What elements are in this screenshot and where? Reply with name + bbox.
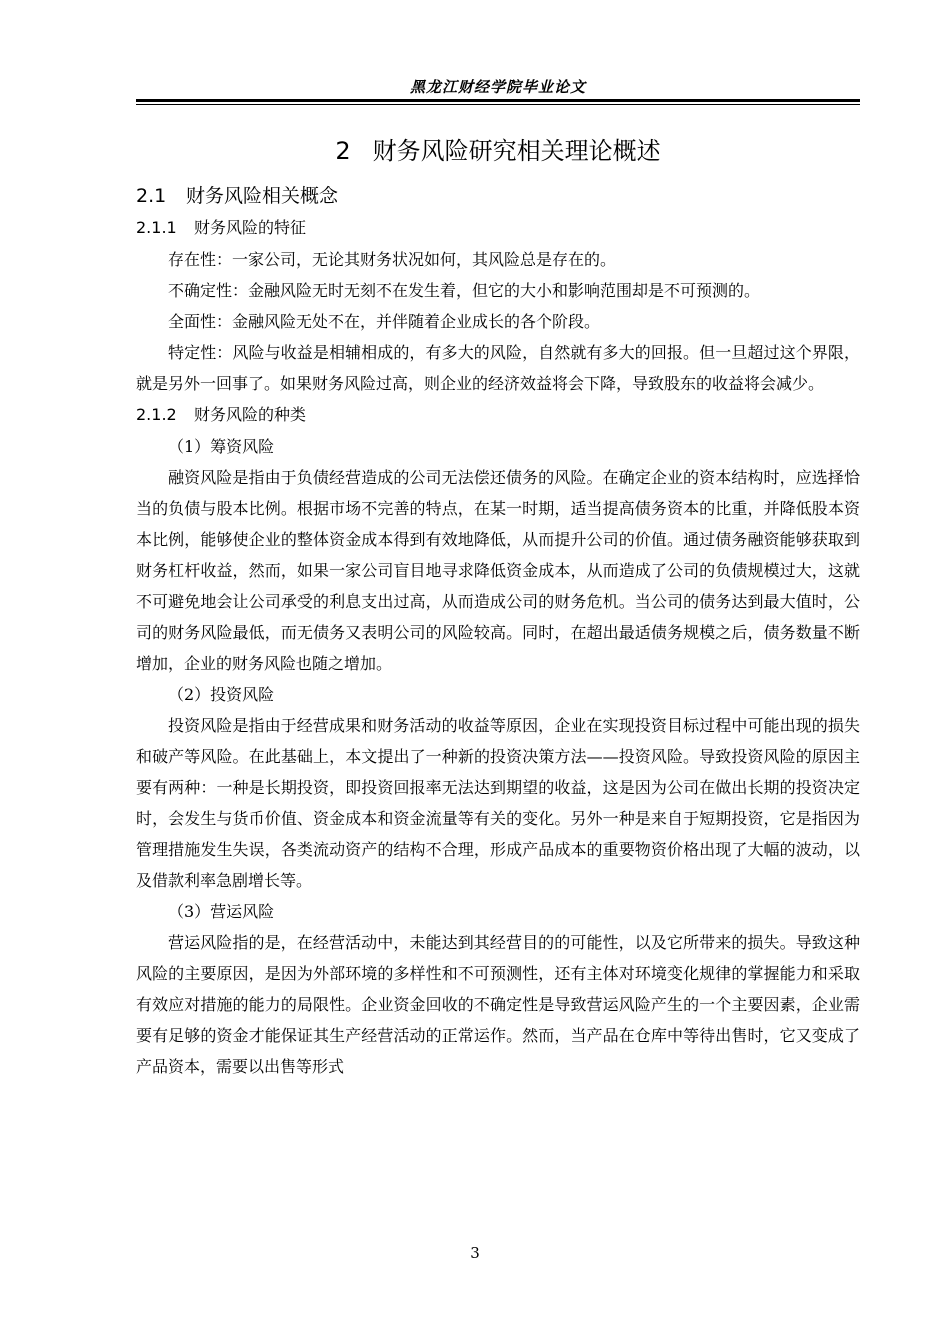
subsection-number: 2.1.2 bbox=[136, 405, 177, 424]
subsection-number: 2.1.1 bbox=[136, 218, 177, 237]
paragraph-comprehensiveness: 全面性：金融风险无处不在，并伴随着企业成长的各个阶段。 bbox=[168, 312, 601, 331]
subsection-heading-2-1-1 bbox=[136, 212, 860, 244]
paragraph-specificity: 特定性：风险与收益是相辅相成的，有多大的风险，自然就有多大的回报。但一旦超过这个界限，就是另外一回事了。如果财务风险过高，则企业的经济效益将会下降，导致股东的收益将会减少。 bbox=[136, 343, 860, 393]
chapter-title: 财务风险研究相关理论概述 bbox=[372, 137, 661, 165]
chapter-number: 2 bbox=[335, 137, 351, 165]
subsection-title: 财务风险的种类 bbox=[194, 405, 307, 424]
page-number: 3 bbox=[470, 1244, 480, 1262]
subsection-heading-2-1-2 bbox=[136, 399, 860, 431]
item-label-financing-risk: （1）筹资风险 bbox=[168, 437, 275, 456]
section-heading-2-1 bbox=[136, 180, 860, 212]
item-label-operating-risk: （3）营运风险 bbox=[168, 902, 275, 921]
body-content bbox=[136, 130, 860, 1082]
item-label-investment-risk: （2）投资风险 bbox=[168, 685, 275, 704]
paragraph-financing-risk: 融资风险是指由于负债经营造成的公司无法偿还债务的风险。在确定企业的资本结构时，应选择恰当的负债与股本比例。根据市场不完善的特点，在某一时期，适当提高债务资本的比重，并降低股本资本比例，能够使企业的整体资金成本得到有效地降低，从而提升公司的价值。通过债务融资能够获取到财务杠杆收益，然而，如果一家公司盲目地寻求降低资金成本，从而造成了公司的负债规模过大，这就不可避免地会让公司承受的利息支出过高，从而造成公司的财务危机。当公司的债务达到最大值时，公司的财务风险最低，而无债务又表明公司的风险较高。同时，在超出最适债务规模之后，债务数量不断增加，企业的财务风险也随之增加。 bbox=[136, 468, 860, 673]
paragraph-operating-risk: 营运风险指的是，在经营活动中，未能达到其经营目的的可能性，以及它所带来的损失。导致这种风险的主要原因，是因为外部环境的多样性和不可预测性，还有主体对环境变化规律的掌握能力和采取有效应对措施的能力的局限性。企业资金回收的不确定性是导致营运风险产生的一个主要因素，企业需要有足够的资金才能保证其生产经营活动的正常运作。然而，当产品在仓库中等待出售时，它又变成了产品资本，需要以出售等形式 bbox=[136, 933, 860, 1076]
section-number: 2.1 bbox=[136, 185, 167, 207]
running-header: 黑龙江财经学院毕业论文 bbox=[409, 78, 586, 96]
header-rule-thin bbox=[136, 104, 860, 105]
header-rule-thick bbox=[136, 99, 860, 102]
section-title: 财务风险相关概念 bbox=[186, 185, 339, 207]
paragraph-uncertainty: 不确定性：金融风险无时无刻不在发生着，但它的大小和影响范围却是不可预测的。 bbox=[168, 281, 761, 300]
paragraph-investment-risk: 投资风险是指由于经营成果和财务活动的收益等原因，企业在实现投资目标过程中可能出现的损失和破产等风险。在此基础上，本文提出了一种新的投资决策方法——投资风险。导致投资风险的原因主要有两种：一种是长期投资，即投资回报率无法达到期望的收益，这是因为公司在做出长期的投资决定时，会发生与货币价值、资金成本和资金流量等有关的变化。另外一种是来自于短期投资，它是指因为管理措施发生失误，各类流动资产的结构不合理，形成产品成本的重要物资价格出现了大幅的波动，以及借款利率急剧增长等。 bbox=[136, 716, 860, 890]
paragraph-existence: 存在性：一家公司，无论其财务状况如何，其风险总是存在的。 bbox=[168, 250, 617, 269]
chapter-heading bbox=[136, 130, 860, 172]
subsection-title: 财务风险的特征 bbox=[194, 218, 307, 237]
